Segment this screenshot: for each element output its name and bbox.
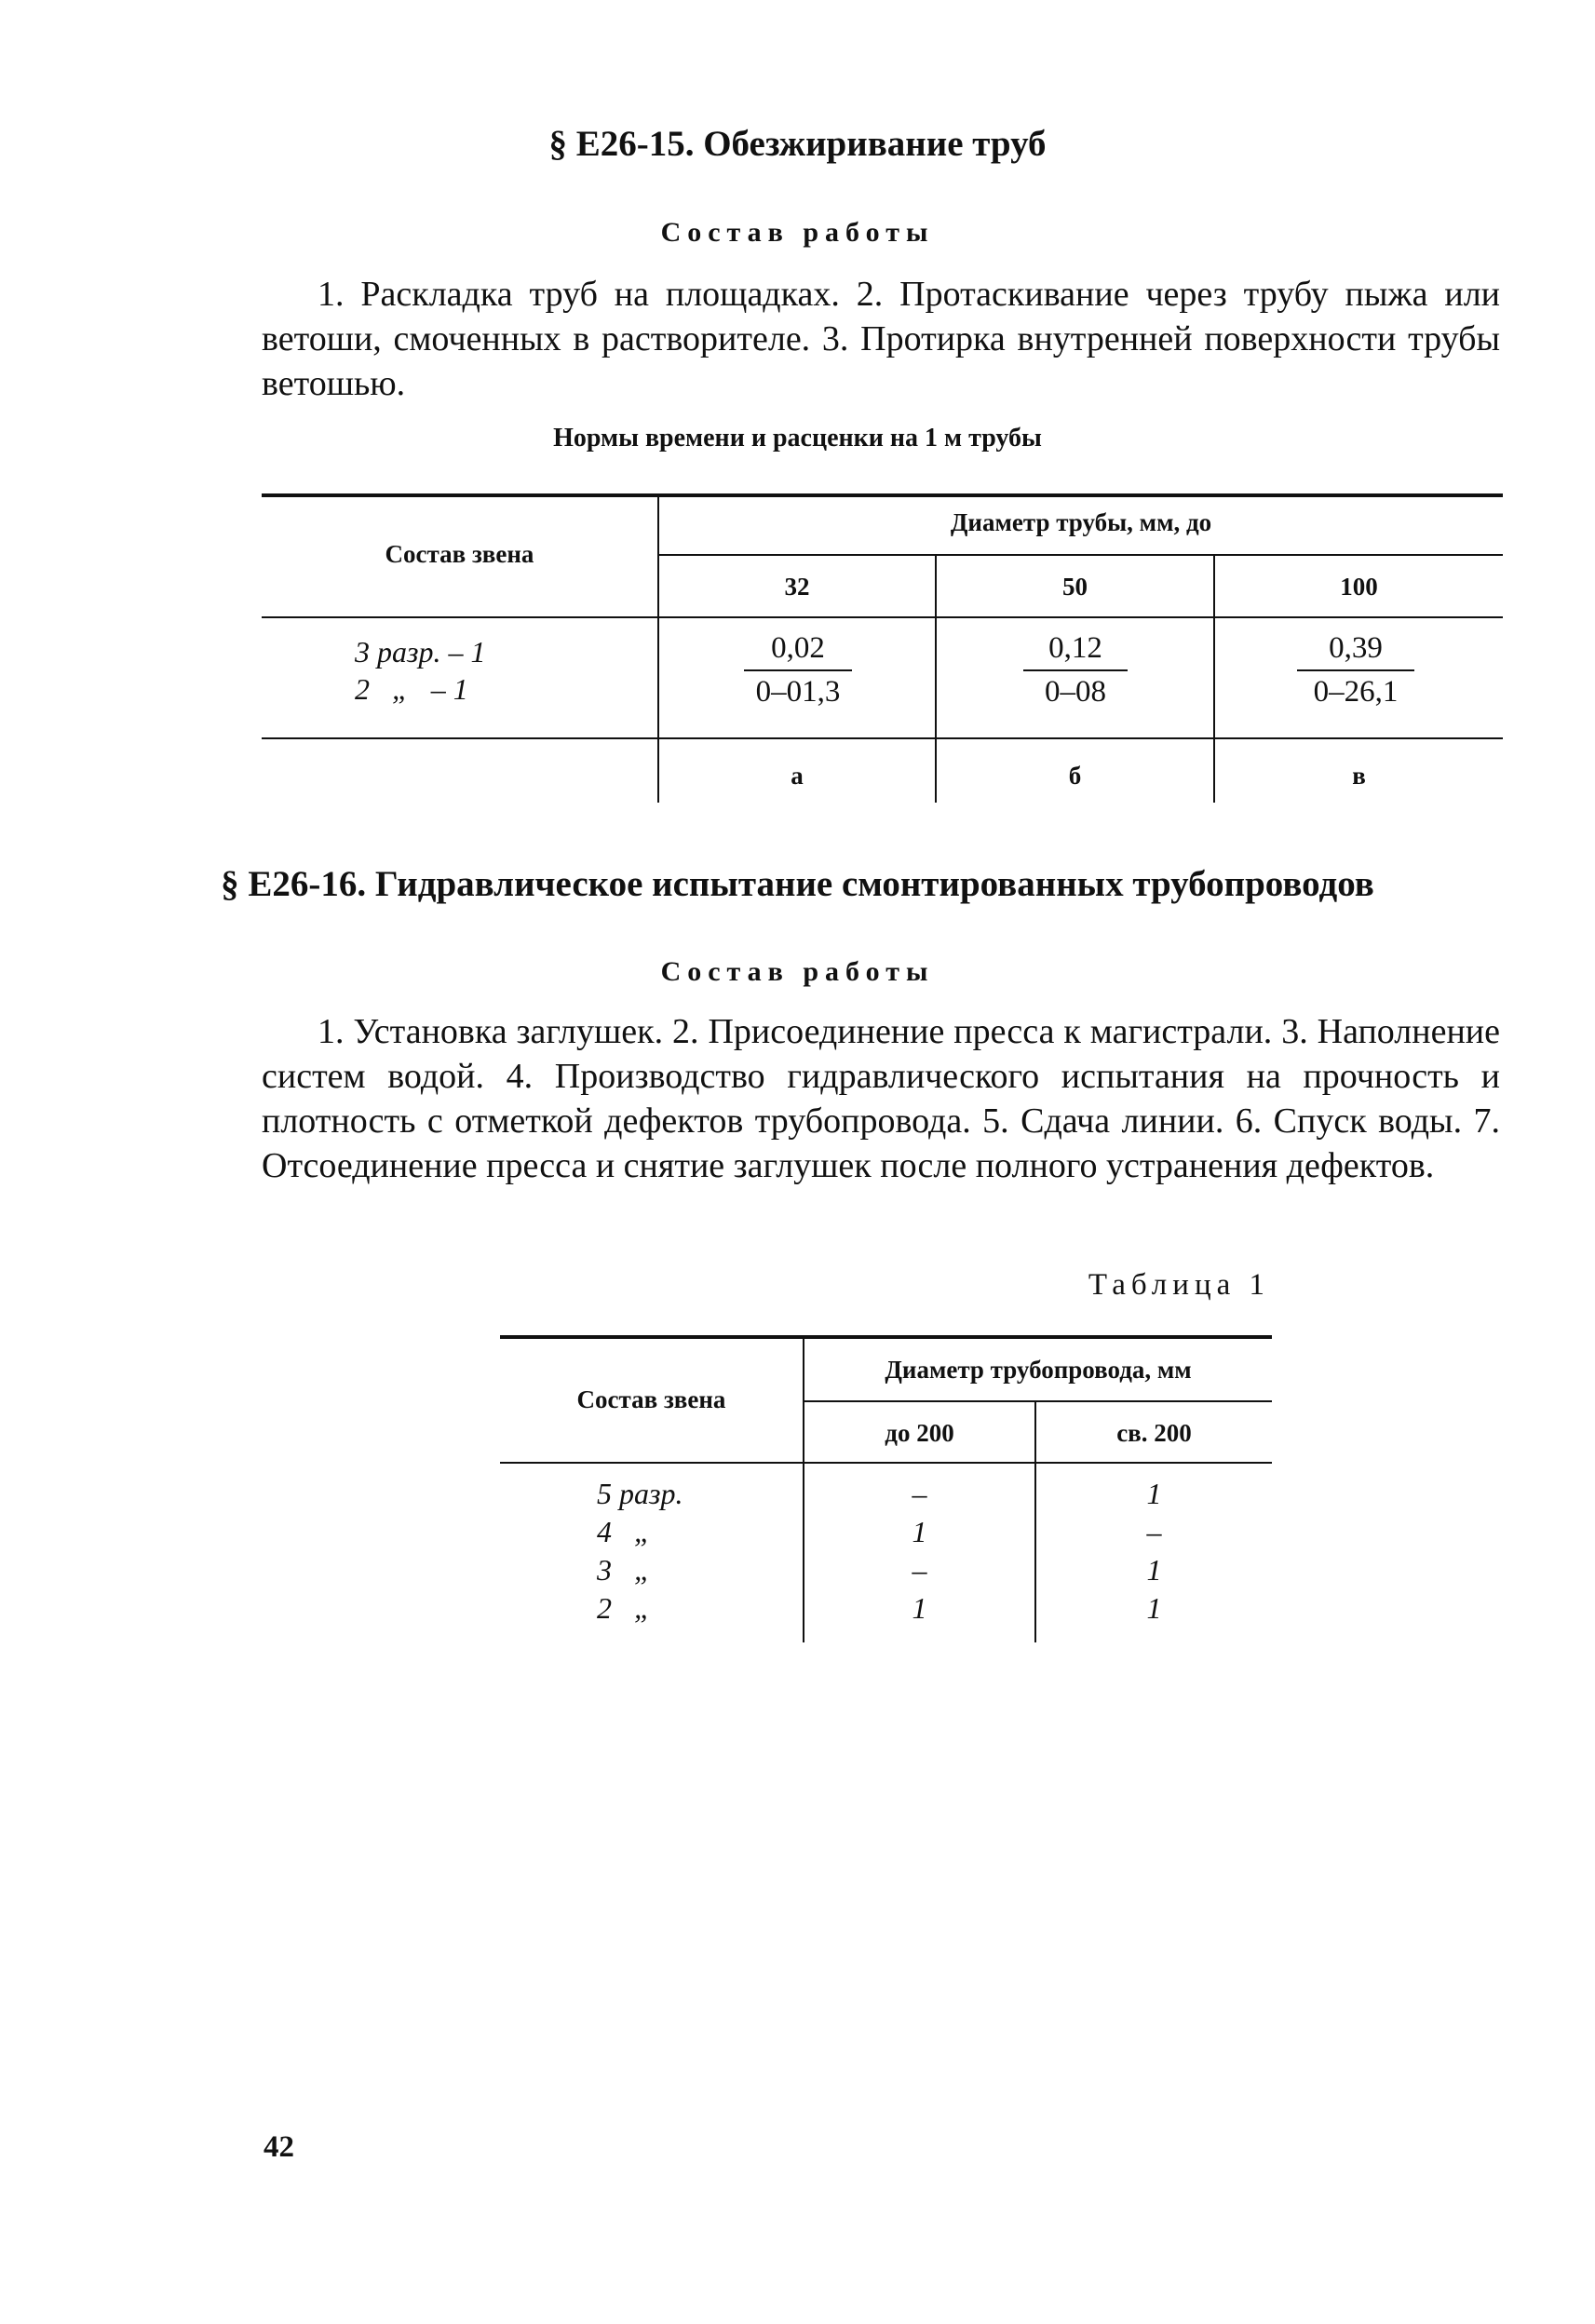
price-value-100: 0–26,1	[1313, 675, 1399, 709]
table-rule-header	[262, 616, 1503, 618]
price-value-32: 0–01,3	[755, 675, 841, 709]
table2-row-2-over-200: –	[1146, 1515, 1162, 1548]
work-composition-heading-1: Состав работы	[660, 217, 935, 248]
norm-price-32	[744, 631, 852, 709]
table2-row-3-crew: 3 „	[597, 1553, 651, 1587]
price-value-50: 0–08	[1045, 675, 1106, 709]
crew-line-2: 2 „ – 1	[355, 672, 468, 706]
table2-row-3-upto-200: –	[912, 1553, 927, 1587]
section-title-e26-15: § Е26-15. Обезжиривание труб	[548, 124, 1047, 164]
table-rule-group	[657, 554, 1503, 556]
norm-value-32: 0,02	[744, 631, 852, 671]
work-composition-text-1	[262, 272, 1500, 406]
col-header-32: 32	[784, 573, 810, 601]
crew-line-1: 3 разр. – 1	[355, 635, 486, 669]
table2-row-4-over-200: 1	[1146, 1591, 1162, 1625]
table2-col-header-crew: Состав звена	[576, 1385, 726, 1413]
table-number-label: Таблица 1	[1088, 1268, 1270, 1302]
table2-row-1-crew: 5 разр.	[597, 1477, 683, 1510]
table2-group-header-diameter: Диаметр трубопровода, мм	[885, 1356, 1192, 1384]
table2-row-2-crew: 4 „	[597, 1515, 651, 1548]
norms-table	[262, 493, 1503, 803]
col-header-crew: Состав звена	[385, 540, 534, 568]
table2-rule-header	[500, 1462, 1272, 1464]
table2-col-header-over-200: св. 200	[1116, 1419, 1192, 1447]
col-header-100: 100	[1340, 573, 1378, 601]
column-letter-a: а	[791, 762, 804, 790]
column-letter-v: в	[1352, 762, 1366, 790]
group-header-diameter: Диаметр трубы, мм, до	[950, 508, 1212, 536]
page-number: 42	[264, 2130, 294, 2164]
table2-row-4-upto-200: 1	[912, 1591, 927, 1625]
work-composition-text-2	[262, 1009, 1500, 1188]
table-col-divider-1	[657, 493, 659, 803]
work-composition-paragraph-1: 1. Раскладка труб на площадках. 2. Протаскивание через трубу пыжа или ветоши, смоченных в растворителе. 3. Протирка внутренней поверхности трубы ветошью.	[262, 275, 1500, 403]
table-rule-top	[262, 493, 1503, 497]
col-header-50: 50	[1062, 573, 1088, 601]
work-composition-heading-2: Состав работы	[660, 956, 935, 987]
table2-row-2-upto-200: 1	[912, 1515, 927, 1548]
norm-price-50	[1023, 631, 1128, 709]
table2-rule-group	[803, 1400, 1272, 1402]
norm-value-100: 0,39	[1297, 631, 1414, 671]
column-letter-b: б	[1068, 762, 1082, 790]
work-composition-paragraph-2: 1. Установка заглушек. 2. Присоединение пресса к магистрали. 3. Наполнение систем водой. 4. Производство гидравлического испытания на прочность и плотность с отметкой дефектов трубопровода. 5. Сдача линии. 6. Спуск воды. 7. Отсоединение пресса и снятие заглушек после полного устранения дефектов.	[262, 1012, 1500, 1185]
section-title-e26-16: § Е26-16. Гидравлическое испытание смонтированных трубопроводов	[221, 864, 1374, 904]
table2-row-1-over-200: 1	[1146, 1477, 1162, 1510]
table2-col-header-upto-200: до 200	[885, 1419, 954, 1447]
crew-table	[500, 1335, 1272, 1642]
norm-price-100	[1297, 631, 1414, 709]
table2-rule-top	[500, 1335, 1272, 1339]
table2-row-1-upto-200: –	[912, 1477, 927, 1510]
table2-row-3-over-200: 1	[1146, 1553, 1162, 1587]
table-rule-body	[262, 737, 1503, 739]
norm-value-50: 0,12	[1023, 631, 1128, 671]
table2-row-4-crew: 2 „	[597, 1591, 651, 1625]
table-caption-norms: Нормы времени и расценки на 1 м трубы	[553, 424, 1042, 453]
